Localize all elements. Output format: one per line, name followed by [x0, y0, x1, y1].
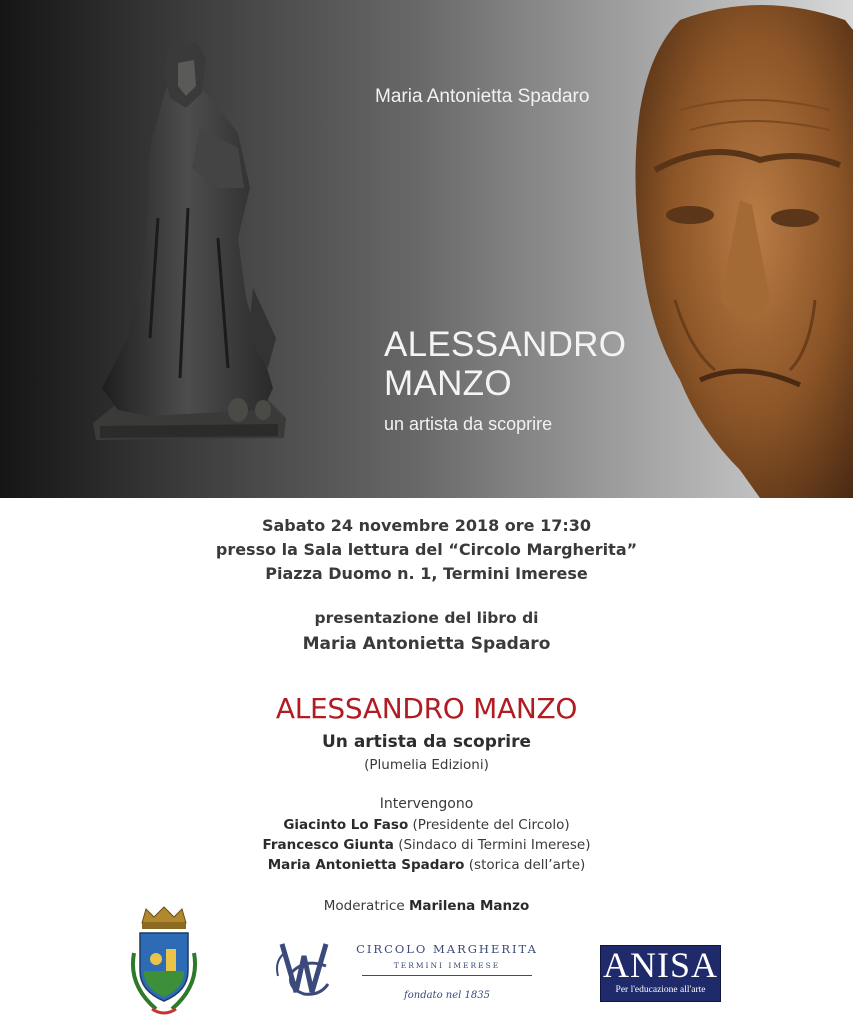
termini-imerese-crest-icon: [126, 905, 202, 1017]
hero-title: [384, 325, 644, 403]
anisa-name: ANISA: [602, 945, 718, 985]
speaker-role: (Presidente del Circolo): [412, 817, 570, 833]
hero-title-line1: ALESSANDRO: [384, 325, 627, 364]
event-date: Sabato 24 novembre 2018 ore 17:30: [261, 516, 592, 535]
circolo-city: TERMINI IMERESE: [393, 961, 501, 970]
book-publisher: (Plumelia Edizioni): [364, 757, 489, 773]
hero-title-line2: MANZO: [384, 364, 512, 403]
speaker-row: [0, 817, 853, 833]
circolo-margherita-logo: [352, 942, 542, 1001]
anisa-logo: [600, 945, 721, 1002]
presentation-intro: presentazione del libro di: [314, 609, 539, 627]
circolo-divider: [362, 975, 532, 976]
speaker-name: Maria Antonietta Spadaro: [267, 857, 465, 873]
event-venue: presso la Sala lettura del “Circolo Margherita”: [215, 540, 638, 559]
anisa-tagline: Per l'educazione all'arte: [615, 985, 706, 995]
statue-image: [88, 38, 298, 443]
speaker-role: (storica dell’arte): [468, 857, 586, 873]
hero-banner: [0, 0, 853, 498]
book-title: ALESSANDRO MANZO: [275, 692, 578, 725]
circolo-founded: fondato nel 1835: [404, 990, 490, 1001]
hero-author: Maria Antonietta Spadaro: [375, 86, 590, 107]
speaker-role: (Sindaco di Termini Imerese): [398, 837, 591, 853]
speakers-label: Intervengono: [379, 796, 474, 812]
moderator-label: Moderatrice: [323, 898, 405, 914]
speaker-name: Giacinto Lo Faso: [283, 817, 409, 833]
circolo-name: CIRCOLO MARGHERITA: [356, 942, 538, 956]
speaker-row: [0, 857, 853, 873]
hero-subtitle: un artista da scoprire: [384, 414, 553, 434]
speaker-name: Francesco Giunta: [262, 837, 394, 853]
event-address: Piazza Duomo n. 1, Termini Imerese: [265, 564, 588, 583]
circolo-monogram-icon: [272, 936, 336, 1000]
moderator-name: Marilena Manzo: [408, 898, 530, 914]
speaker-row: [0, 837, 853, 853]
carved-head-image: [620, 0, 853, 498]
presentation-author: Maria Antonietta Spadaro: [302, 634, 551, 654]
book-subtitle: Un artista da scoprire: [322, 732, 531, 752]
